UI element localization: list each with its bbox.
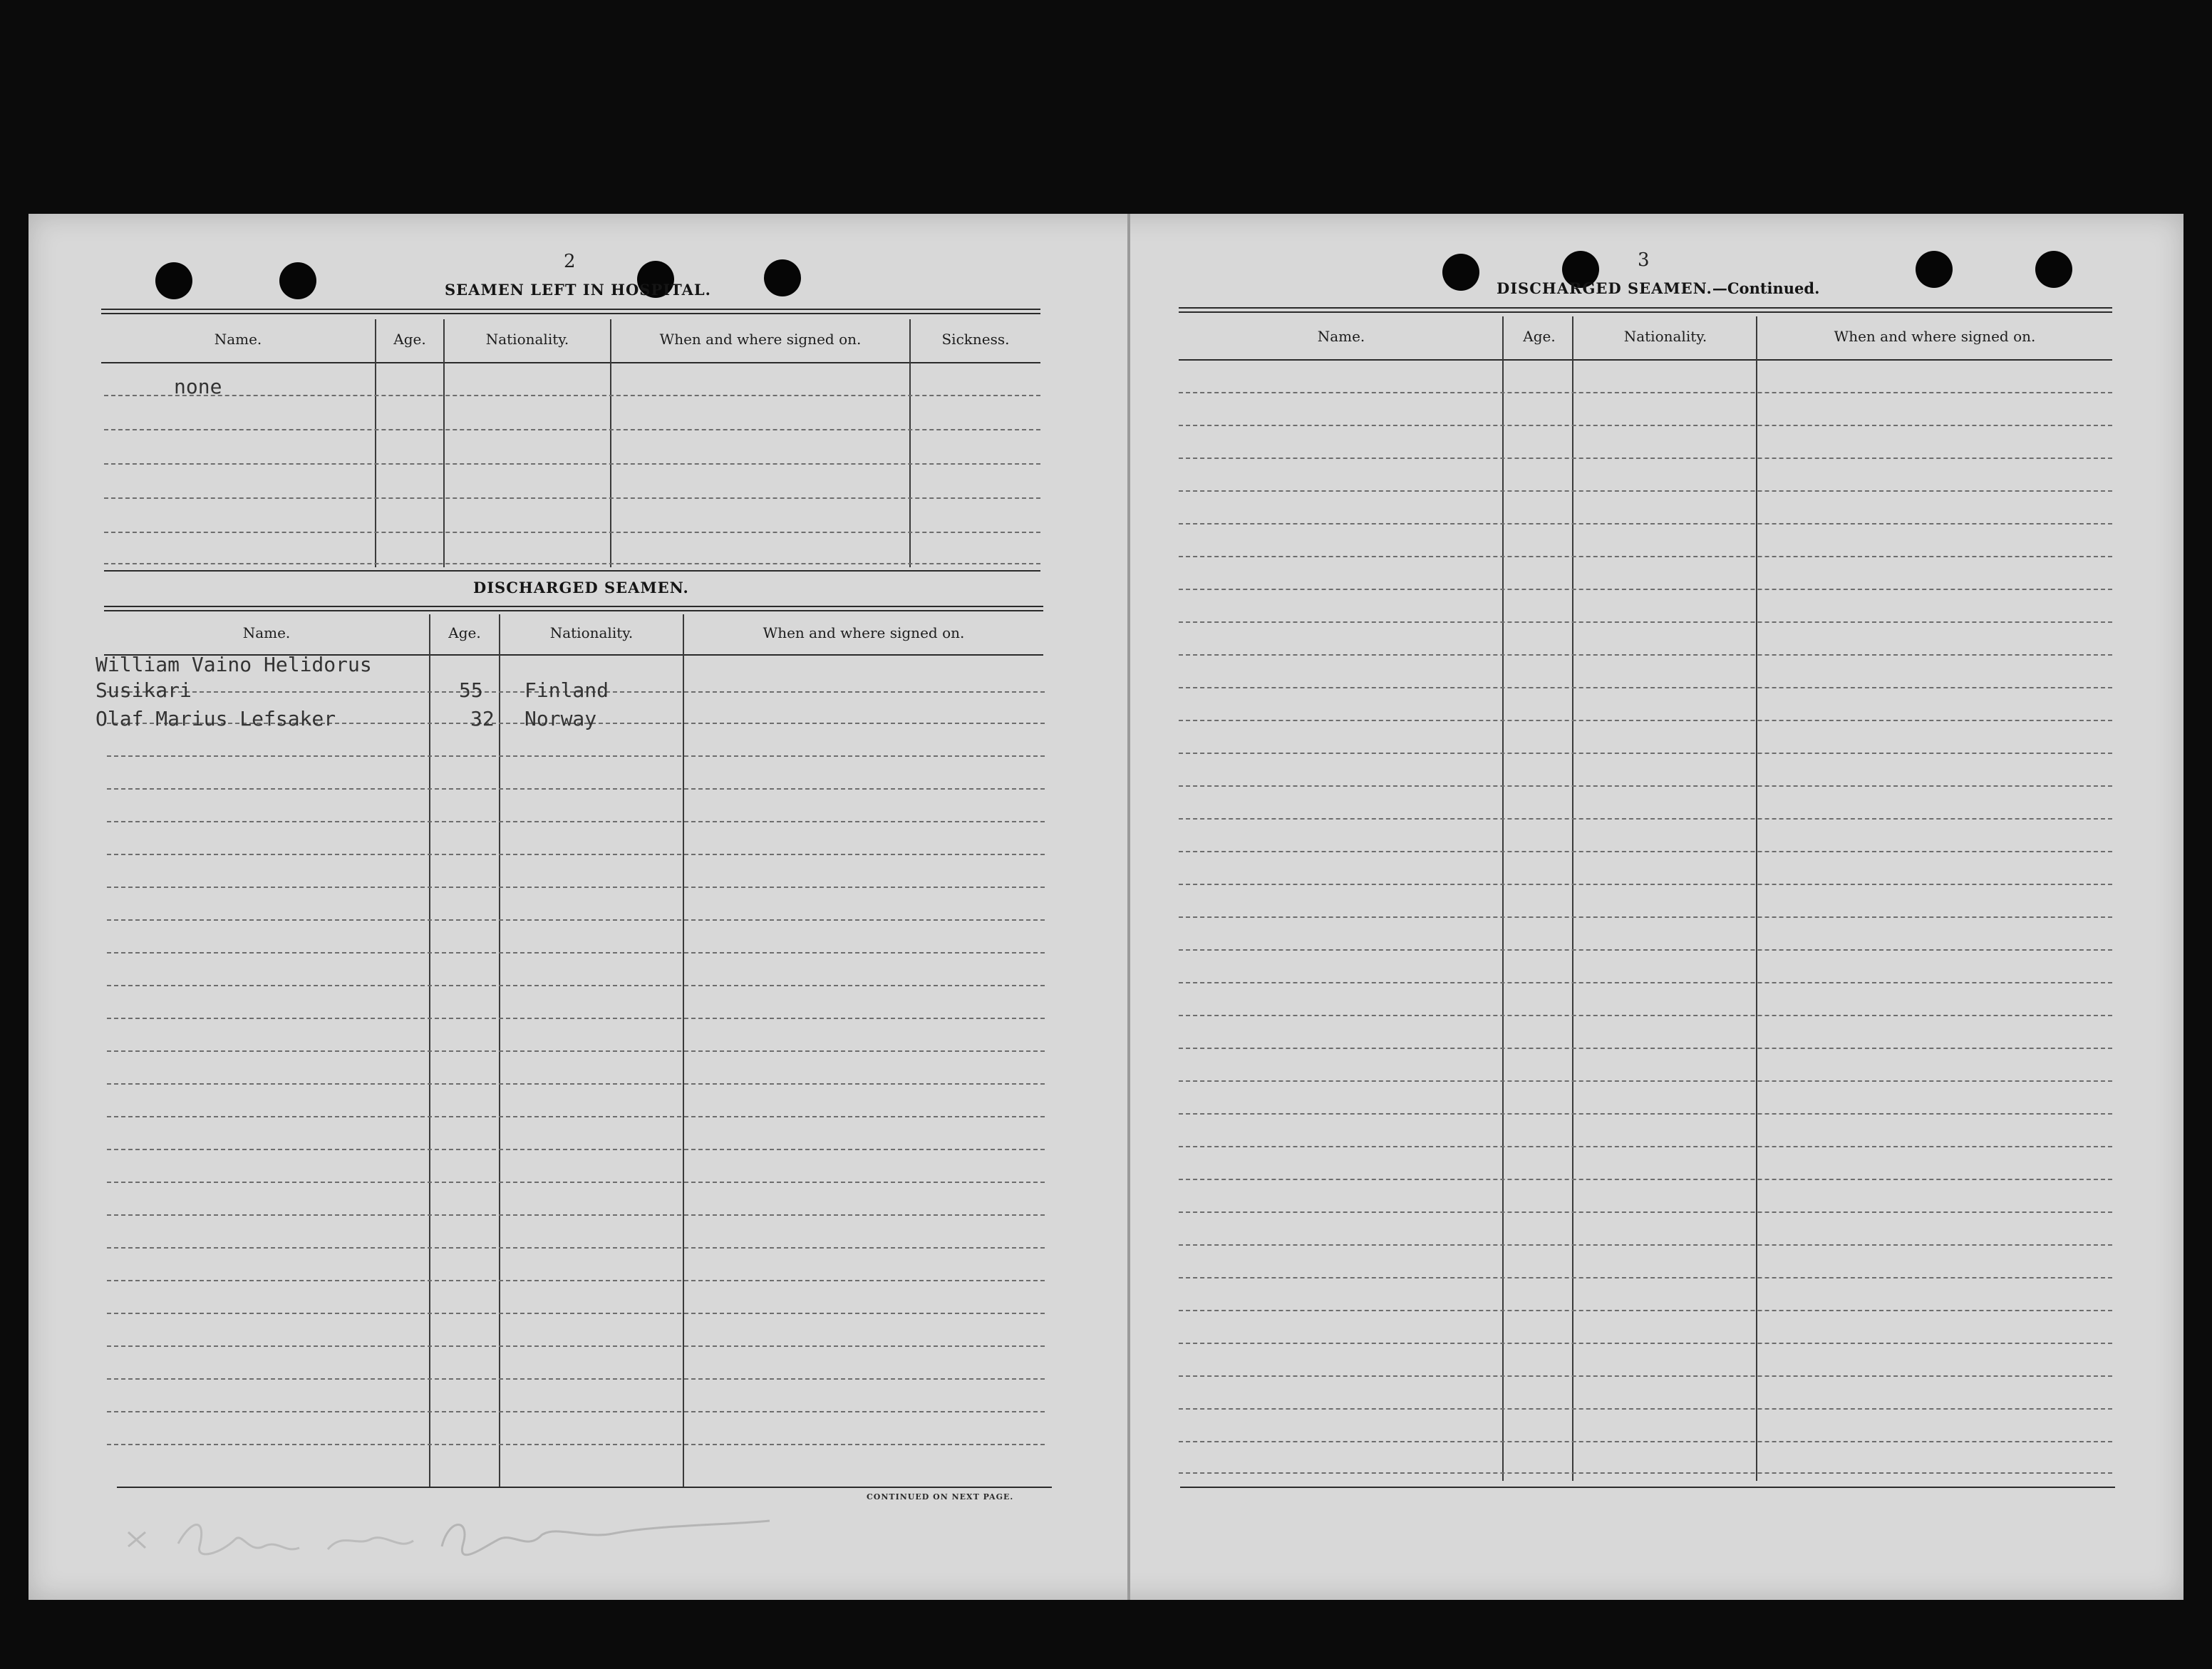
hospital-col-divider bbox=[443, 319, 445, 567]
hospital-top-rule bbox=[101, 309, 1040, 314]
discharged-entry-name: Olaf Marius Lefsaker bbox=[95, 707, 336, 730]
hospital-col-age: Age. bbox=[393, 331, 426, 348]
right-row-line bbox=[1179, 1472, 2112, 1474]
right-row-line bbox=[1179, 1146, 2112, 1147]
right-row-line bbox=[1179, 556, 2112, 557]
right-row-line bbox=[1179, 1244, 2112, 1246]
discharged-row-line bbox=[107, 1247, 1045, 1249]
right-row-line bbox=[1179, 1408, 2112, 1410]
discharged-row-line bbox=[107, 1313, 1045, 1314]
right-row-line bbox=[1179, 1211, 2112, 1213]
right-row-line bbox=[1179, 687, 2112, 688]
right-row-line bbox=[1179, 1277, 2112, 1278]
discharged-row-line bbox=[107, 821, 1045, 822]
right-row-line bbox=[1179, 720, 2112, 721]
right-col-nationality: Nationality. bbox=[1623, 328, 1707, 345]
discharged-row-line bbox=[107, 1411, 1045, 1412]
right-row-line bbox=[1179, 654, 2112, 656]
discharged-entry-nationality: Norway bbox=[524, 707, 597, 730]
discharged-row-line bbox=[107, 887, 1045, 888]
discharged-col-name: Name. bbox=[242, 624, 291, 641]
pencil-scribble bbox=[114, 1504, 798, 1589]
hospital-col-nationality: Nationality. bbox=[485, 331, 569, 348]
discharged-row-line bbox=[107, 854, 1045, 855]
discharged-continued-title bbox=[1497, 279, 1819, 297]
right-row-line bbox=[1179, 1015, 2112, 1016]
page-number-left: 2 bbox=[564, 251, 576, 272]
discharged-row-line bbox=[107, 985, 1045, 986]
discharged-row-line bbox=[107, 952, 1045, 954]
record-sheet bbox=[29, 214, 2183, 1600]
right-row-line bbox=[1179, 982, 2112, 983]
discharged-section-title: DISCHARGED SEAMEN. bbox=[473, 579, 689, 596]
hospital-row-line bbox=[104, 463, 1040, 465]
punch-hole bbox=[279, 262, 316, 299]
right-row-line bbox=[1179, 851, 2112, 852]
right-row-line bbox=[1179, 490, 2112, 492]
right-row-line bbox=[1179, 753, 2112, 754]
discharged-row-line bbox=[107, 1378, 1045, 1380]
right-row-line bbox=[1179, 949, 2112, 951]
discharged-col-signed-on: When and where signed on. bbox=[763, 624, 965, 641]
hospital-section-title: SEAMEN LEFT IN HOSPITAL. bbox=[445, 281, 711, 299]
right-top-rule bbox=[1179, 307, 2112, 313]
discharged-entry-nationality: Finland bbox=[524, 678, 609, 702]
right-row-line bbox=[1179, 1048, 2112, 1049]
punch-hole bbox=[1916, 251, 1953, 288]
right-row-line bbox=[1179, 1375, 2112, 1377]
discharged-row-line bbox=[107, 1444, 1045, 1445]
right-row-line bbox=[1179, 523, 2112, 525]
discharged-bottom-rule bbox=[117, 1487, 1052, 1488]
right-row-line bbox=[1179, 1343, 2112, 1344]
right-row-line bbox=[1179, 916, 2112, 918]
hospital-col-divider bbox=[375, 319, 376, 567]
right-bottom-rule bbox=[1180, 1487, 2115, 1488]
right-col-age: Age. bbox=[1523, 328, 1556, 345]
right-row-line bbox=[1179, 621, 2112, 623]
punch-hole bbox=[155, 262, 192, 299]
discharged-continued-title-cont: —Continued. bbox=[1712, 279, 1820, 297]
discharged-entry-name-line1: William Vaino Helidorus bbox=[95, 653, 372, 676]
right-col-signed-on: When and where signed on. bbox=[1834, 328, 2036, 345]
right-row-line bbox=[1179, 785, 2112, 787]
discharged-row-line bbox=[107, 755, 1045, 757]
discharged-row-line bbox=[107, 1116, 1045, 1117]
discharged-row-line bbox=[107, 1018, 1045, 1019]
continued-footer: CONTINUED ON NEXT PAGE. bbox=[867, 1492, 1014, 1502]
hospital-row-line bbox=[104, 429, 1040, 430]
hospital-col-divider bbox=[610, 319, 611, 567]
discharged-top-rule bbox=[104, 606, 1043, 611]
page-number-right: 3 bbox=[1638, 249, 1650, 271]
discharged-entry-age: 32 bbox=[470, 707, 495, 730]
right-row-line bbox=[1179, 1179, 2112, 1180]
right-row-line bbox=[1179, 884, 2112, 885]
right-row-line bbox=[1179, 1441, 2112, 1442]
right-row-line bbox=[1179, 589, 2112, 590]
punch-hole bbox=[764, 259, 801, 296]
right-col-name: Name. bbox=[1317, 328, 1365, 345]
hospital-col-signed-on: When and where signed on. bbox=[659, 331, 862, 348]
right-row-line bbox=[1179, 425, 2112, 426]
hospital-entry-name: none bbox=[174, 375, 222, 398]
discharged-row-line bbox=[107, 1345, 1045, 1347]
hospital-col-sickness: Sickness. bbox=[941, 331, 1010, 348]
discharged-row-line bbox=[107, 919, 1045, 921]
discharged-col-age: Age. bbox=[448, 624, 481, 641]
hospital-row-line bbox=[104, 563, 1040, 564]
hospital-header-rule bbox=[101, 362, 1040, 363]
right-row-line bbox=[1179, 818, 2112, 820]
hospital-col-divider bbox=[909, 319, 911, 567]
punch-hole bbox=[1442, 254, 1479, 291]
discharged-continued-title-main: DISCHARGED SEAMEN. bbox=[1497, 279, 1712, 297]
discharged-entry-age: 55 bbox=[459, 678, 483, 702]
discharged-row-line bbox=[107, 1149, 1045, 1150]
right-row-line bbox=[1179, 458, 2112, 459]
discharged-row-line bbox=[107, 1083, 1045, 1085]
right-row-line bbox=[1179, 1113, 2112, 1115]
right-row-line bbox=[1179, 392, 2112, 393]
hospital-row-line bbox=[104, 497, 1040, 499]
discharged-row-line bbox=[107, 1182, 1045, 1183]
punch-hole bbox=[2035, 251, 2072, 288]
right-row-line bbox=[1179, 1310, 2112, 1311]
discharged-row-line bbox=[107, 1214, 1045, 1216]
hospital-bottom-rule bbox=[104, 570, 1040, 572]
right-row-line bbox=[1179, 1080, 2112, 1082]
discharged-row-line bbox=[107, 1050, 1045, 1052]
discharged-row-line bbox=[107, 788, 1045, 790]
discharged-col-nationality: Nationality. bbox=[549, 624, 634, 641]
hospital-row-line bbox=[104, 395, 1040, 396]
page-fold bbox=[1127, 214, 1130, 1600]
right-header-rule bbox=[1179, 359, 2112, 361]
discharged-row-line bbox=[107, 1280, 1045, 1281]
hospital-col-name: Name. bbox=[214, 331, 262, 348]
discharged-entry-name-line2: Susikari bbox=[95, 678, 192, 702]
hospital-row-line bbox=[104, 532, 1040, 533]
